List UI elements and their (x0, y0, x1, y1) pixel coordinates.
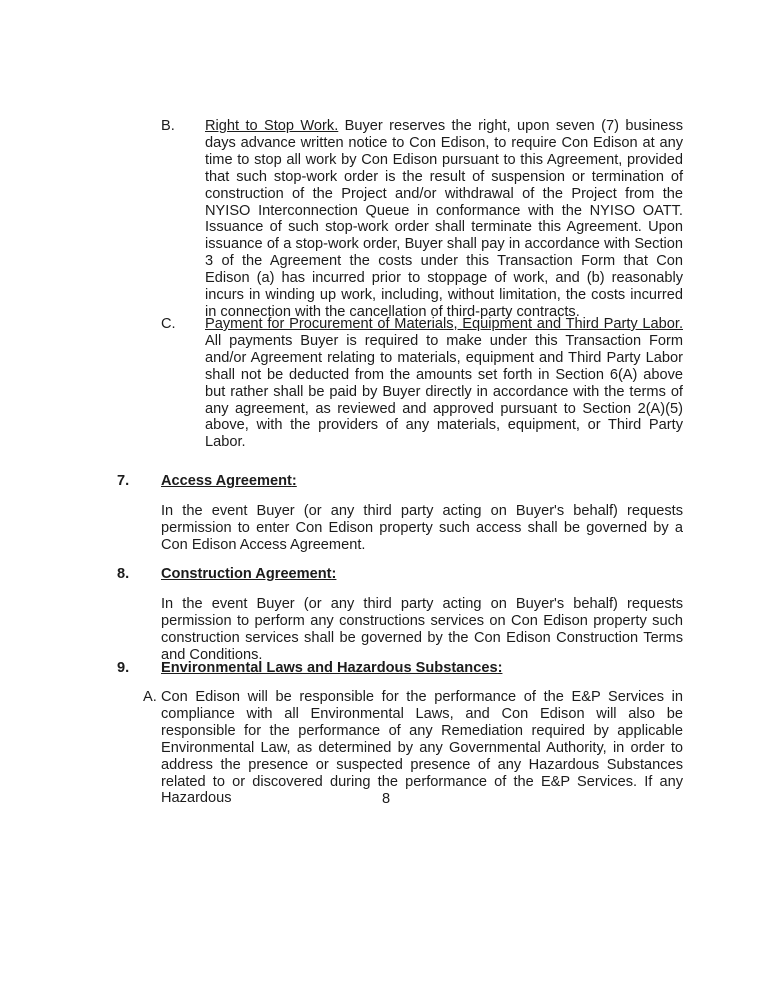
section-8-colon: : (331, 566, 337, 582)
section-9-number: 9. (117, 660, 130, 676)
subsection-c-paragraph (205, 316, 683, 451)
section-7-colon: : (291, 473, 297, 489)
subsection-c-label: C. (161, 316, 176, 332)
section-9-colon: : (497, 660, 503, 676)
section-9-a-paragraph: Con Edison will be responsible for the performance of the E&P Services in compliance with all Environmental Laws, and Con Edison will also be responsible for the performance of any Remediation required by applicable Environmental Law, as determined by any Governmental Authority, in order to address the presence or suspected presence of any Hazardous Substances related to or discovered during the performance of the E&P Services. If any Hazardous (161, 689, 683, 807)
section-9-title-text: Environmental Laws and Hazardous Substances (161, 660, 498, 676)
section-7-paragraph: In the event Buyer (or any third party acting on Buyer's behalf) requests permission to enter Con Edison property such access shall be governed by a Con Edison Access Agreement. (161, 503, 683, 553)
section-8-title-text: Construction Agreement (161, 566, 332, 582)
subsection-c-text: All payments Buyer is required to make under this Transaction Form and/or Agreement relating to materials, equipment and Third Party Labor shall not be deducted from the amounts set forth in Section 6(A) above but rather shall be paid by Buyer directly in accordance with the terms of any agreement, as reviewed and approved pursuant to Section 2(A)(5) above, with the providers of any materials, equipment, or Third Party Labor. (205, 332, 683, 451)
subsection-c-heading: Payment for Procurement of Materials, Equipment and Third Party Labor. (205, 316, 683, 332)
subsection-b-text: Buyer reserves the right, upon seven (7) business days advance written notice to Con Edison, to require Con Edison at any time to stop all work by Con Edison pursuant to this Agreement, provided that such stop-work order is the result of suspension or termination of construction of the Project and/or withdrawal of the Project from the NYISO Interconnection Queue in conformance with the NYISO OATT. Issuance of such stop-work order shall terminate this Agreement. Upon issuance of a stop-work order, Buyer shall pay in accordance with Section 3 of the Agreement the costs under this Transaction Form that Con Edison (a) has incurred prior to stoppage of work, and (b) reasonably incurs in winding up work, including, without limitation, the costs incurred in connection with the cancellation of third-party contracts. (205, 118, 684, 320)
section-9-title (161, 660, 502, 677)
section-7-number: 7. (117, 473, 130, 489)
page-number: 8 (381, 791, 391, 807)
section-7-title-text: Access Agreement (161, 473, 292, 489)
subsection-b-paragraph (205, 118, 683, 321)
section-8-title (161, 566, 336, 583)
section-9-a-label: A. (143, 689, 157, 705)
section-7-title (161, 473, 297, 490)
section-8-paragraph: In the event Buyer (or any third party acting on Buyer's behalf) requests permission to perform any constructions services on Con Edison property such construction services shall be governed by the Con Edison Construction Terms and Conditions. (161, 596, 683, 663)
section-8-number: 8. (117, 566, 130, 582)
subsection-b-heading: Right to Stop Work. (205, 118, 339, 134)
subsection-b-label: B. (161, 118, 175, 134)
